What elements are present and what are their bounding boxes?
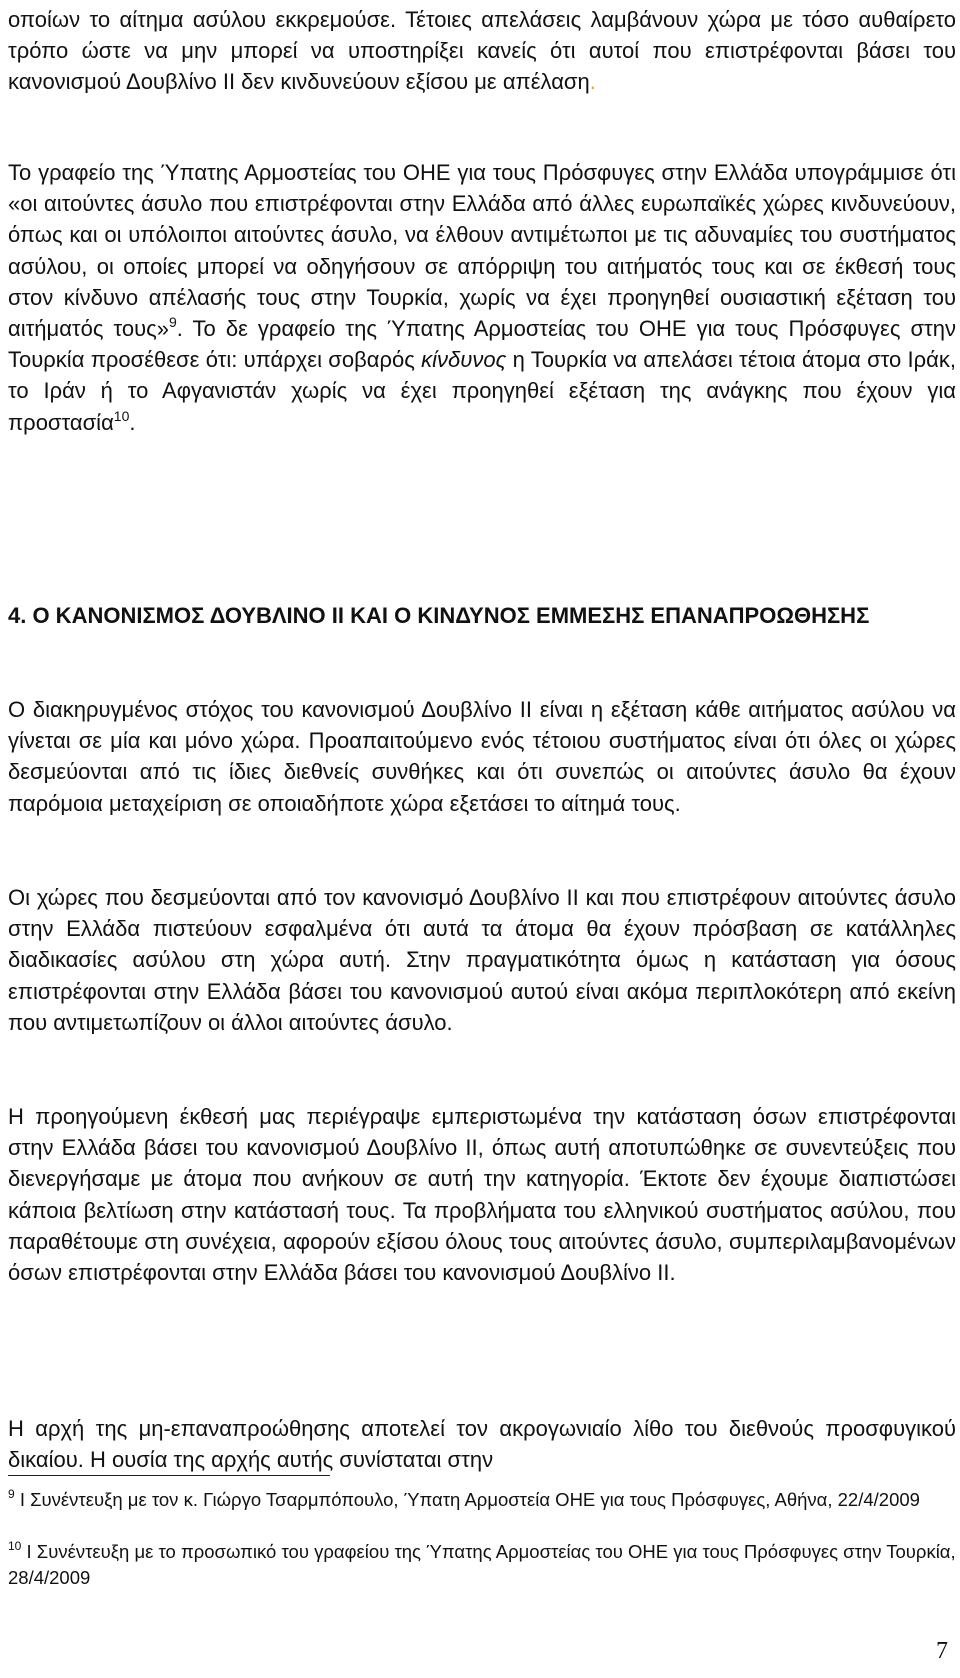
unhcr-text-part3: η Τουρκία να απελάσει τέτοια άτομα στο Ιράκ, το Ιράν ή το Αφγανιστάν χωρίς να έχει προηγηθεί εξέταση της ανάγκης που έχουν για προστασία bbox=[8, 347, 957, 435]
section-heading: 4. Ο ΚΑΝΟΝΙΣΜΟΣ ΔΟΥΒΛΙΝΟ ΙΙ ΚΑΙ Ο ΚΙΝΔΥΝΟΣ ΕΜΜΕΣΗΣ ΕΠΑΝΑΠΡΟΩΘΗΣΗΣ bbox=[8, 603, 870, 628]
footnote-10-text: Ι Συνέντευξη με το προσωπικό του γραφείου της Ύπατης Αρμοστείας του ΟΗΕ για τους Πρόσφυγες στην Τουρκία, 28/4/2009 bbox=[8, 1541, 956, 1588]
footnote-9 bbox=[8, 1487, 956, 1513]
highlighted-period: . bbox=[589, 69, 596, 95]
footnote-reference-9[interactable]: 9 bbox=[168, 314, 177, 331]
footnote-reference-10[interactable]: 10 bbox=[113, 407, 130, 424]
paragraph-unhcr-statement bbox=[8, 157, 956, 438]
footnote-10 bbox=[8, 1539, 956, 1591]
page-number: 7 bbox=[936, 1638, 948, 1664]
paragraph-previous-report: Η προηγούμενη έκθεσή μας περιέγραψε εμπεριστωμένα την κατάσταση όσων επιστρέφονται στην Ελλάδα βάσει του κανονισμού Δουβλίνο ΙΙ, όπως αυτή αποτυπώθηκε σε συνεντεύξεις που διενεργήσαμε με άτομα που ανήκουν σε αυτή την κατηγορία. Έκτοτε δεν έχουμε διαπιστώσει κάποια βελτίωση στην κατάστασή τους. Τα προβλήματα του ελληνικού συστήματος ασύλου, που παραθέτουμε στη συνέχεια, αφορούν εξίσου όλους τους αιτούντες άσυλο, συμπεριλαμβανομένων όσων επιστρέφονται στην Ελλάδα βάσει του κανονισμού Δουβλίνο ΙΙ. bbox=[8, 1104, 956, 1286]
emphasis-risk: κίνδυνος bbox=[421, 347, 507, 373]
unhcr-text-part4: . bbox=[129, 409, 136, 435]
paragraph-regulation-goal: Ο διακηρυγμένος στόχος του κανονισμού Δουβλίνο ΙΙ είναι η εξέταση κάθε αιτήματος ασύλου να γίνεται σε μία και μόνο χώρα. Προαπαιτούμενο ενός τέτοιου συστήματος είναι ότι όλες οι χώρες δεσμεύονται από τις ίδιες διεθνείς συνθήκες και ότι συνεπώς οι αιτούντες άσυλο θα έχουν παρόμοια μεταχείριση σε οποιαδήποτε χώρα εξετάσει το αίτημά τους. bbox=[8, 697, 956, 816]
unhcr-text-part1: Το γραφείο της Ύπατης Αρμοστείας του ΟΗΕ για τους Πρόσφυγες στην Ελλάδα υπογράμμισε ότι «οι αιτούντες άσυλο που επιστρέφονται στην Ελλάδα από άλλες ευρωπαϊκές χώρες κινδυνεύουν, όπως και οι υπόλοιποι αιτούντες άσυλο, να έλθουν αντιμέτωποι με τις αδυναμίες του συστήματος ασύλου, οι οποίες μπορεί να οδηγήσουν σε απόρριψη του αιτήματός τους και σε έκθεσή τους στον κίνδυνο απέλασής τους στην Τουρκία, χωρίς να έχει προηγηθεί ουσιαστική εξέταση του αιτήματός τους» bbox=[8, 160, 956, 342]
paragraph-member-states: Οι χώρες που δεσμεύονται από τον κανονισμό Δουβλίνο ΙΙ και που επιστρέφουν αιτούντες άσυλο στην Ελλάδα πιστεύουν εσφαλμένα ότι αυτά τα άτομα θα έχουν πρόσβαση σε κατάλληλες διαδικασίες ασύλου στη χώρα αυτή. Στην πραγματικότητα όμως η κατάσταση για όσους επιστρέφονται στην Ελλάδα βάσει του κανονισμού αυτού είναι ακόμα περιπλοκότερη από εκείνη που αντιμετωπίζουν οι άλλοι αιτούντες άσυλο. bbox=[8, 885, 956, 1035]
paragraph-non-refoulement: Η αρχή της μη-επαναπροώθησης αποτελεί τον ακρογωνιαίο λίθο του διεθνούς προσφυγικού δικαίου. Η ουσία της αρχής αυτής συνίσταται στην bbox=[8, 1416, 956, 1473]
footnote-9-number: 9 bbox=[8, 1487, 15, 1501]
footnote-9-text: Ι Συνέντευξη με τον κ. Γιώργο Τσαρμπόπουλο, Ύπατη Αρμοστεία ΟΗΕ για τους Πρόσφυγες, Αθήνα, 22/4/2009 bbox=[14, 1489, 920, 1510]
unhcr-text-part2: . Το δε γραφείο της Ύπατης Αρμοστείας του ΟΗΕ για τους Πρόσφυγες στην Τουρκία προσέθεσε ότι: υπάρχει σοβαρός bbox=[8, 316, 956, 373]
document-page bbox=[8, 0, 956, 1678]
paragraph-deportations-text: οποίων το αίτημα ασύλου εκκρεμούσε. Τέτοιες απελάσεις λαμβάνουν χώρα με τόσο αυθαίρετο τρόπο ώστε να μην μπορεί να υποστηρίξει κανείς ότι αυτοί που επιστρέφονται βάσει του κανονισμού Δουβλίνο ΙΙ δεν κινδυνεύουν εξίσου με απέλαση bbox=[8, 7, 956, 95]
footnote-10-number: 10 bbox=[8, 1539, 22, 1553]
footnote-separator bbox=[8, 1475, 330, 1476]
paragraph-deportations bbox=[8, 4, 956, 98]
